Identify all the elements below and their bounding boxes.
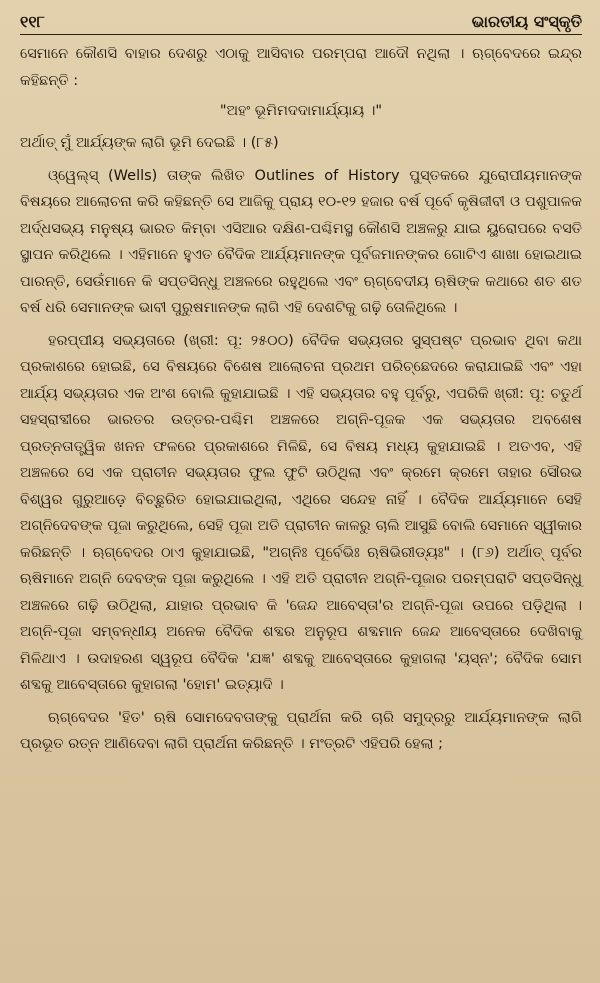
running-title: ଭାରତୀୟ ସଂସ୍କୃତି — [471, 12, 582, 31]
sanskrit-quote: "ଅହଂ ଭୂମିମଦଦାମାର୍ଯ୍ୟାୟ ।" — [219, 103, 383, 119]
header-rule — [20, 34, 582, 35]
paragraph-3: ଓ୍ୱେଲ୍‌ସ୍ (Wells) ତାଙ୍କ ଲିଖିତ Outlines of History ପୁସ୍ତକରେ ଯୁରୋପୀୟମାନଙ୍କ ବିଷୟରେ ଆଲୋଚନା କରି କହିଛନ୍ତି ସେ ଆଜିକୁ ପ୍ରାୟ ୧୦-୧୨ ହଜାର ବର୍ଷ ପୂର୍ବେ କୃଷିଜୀବୀ ଓ ପଶୁପାଳକ ଅର୍ଦ୍ଧସଭ୍ୟ ମନୁଷ୍ୟ ଭାରତ କିମ୍ବା ଏସିଆର ଦକ୍ଷିଣ-ପଶ୍ଚିମସ୍ଥ କୌଣସି ଅଞ୍ଚଳରୁ ଯାଇ ୟୁରୋପରେ ବସତି ସ୍ଥାପନ କରିଥିଲେ । ଏହିମାନେ ହୁଏତ ବୈଦିକ ଆର୍ଯ୍ୟମାନଙ୍କ ପୂର୍ବଜମାନଙ୍କର ଗୋଟିଏ ଶାଖା ହୋଇଥାଇ ପାରନ୍ତି, ସେଉଁମାନେ କି ସପ୍ତସିନ୍ଧୁ ଅଞ୍ଚଳରେ ରହୁଥିଲେ ଏବଂ ଋଗ୍‌ବେଦୀୟ ଋଷିଙ୍କ କଥାରେ ଶତ ଶତ ବର୍ଷ ଧରି ସେମାନଙ୍କ ଭାବୀ ପୁରୁଷମାନଙ୍କ ଲାଗି ଏହି ଦେଶଟିକୁ ଗଢ଼ି ତୋଳିଥିଲେ । — [20, 167, 582, 316]
paragraph-1: ସେମାନେ କୌଣସି ବାହାର ଦେଶରୁ ଏଠାକୁ ଆସିବାର ପରମ୍ପରା ଆଦୌ ନଥିଲା । ଋଗ୍‌ବେଦରେ ଇନ୍ଦ୍ର କହିଛନ୍ତି : — [20, 46, 582, 89]
paragraph-4: ହରପ୍ପୀୟ ସଭ୍ୟତାରେ (ଖ୍ରୀ: ପୂ: ୨୫୦୦) ବୈଦିକ ସଭ୍ୟତାର ସୁସ୍ପଷ୍ଟ ପ୍ରଭାବ ଥିବା କଥା ପ୍ରକାଶରେ ହୋଇଛି, ସେ ବିଷୟରେ ବିଶେଷ ଆଲୋଚନା ପ୍ରଥମ ପରିଚ୍ଛେଦରେ କରାଯାଇଛି ଏବଂ ଏହା ଆର୍ଯ୍ୟ ସଭ୍ୟତାର ଏକ ଅଂଶ ବୋଲି କୁହାଯାଇଛି । ଏହି ସଭ୍ୟତାର ବହୁ ପୂର୍ବରୁ, ଏପରିକି ଖ୍ରୀ: ପୂ: ଚତୁର୍ଥ ସହସ୍ରାବ୍ଦୀରେ ଭାରତର ଉତ୍ତର-ପଶ୍ଚିମ ଅଞ୍ଚଳରେ ଅଗ୍ନି-ପୂଜକ ଏକ ସଭ୍ୟତାର ଅବଶେଷ ପ୍ରତ୍ନତାତ୍ତ୍ୱିକ ଖନନ ଫଳରେ ପ୍ରକାଶରେ ମିଳିଛି, ସେ ବିଷୟ ମଧ୍ୟ କୁହାଯାଇଛି । ଅତଏବ, ଏହି ଅଞ୍ଚଳରେ ସେ ଏକ ପ୍ରାଚୀନ ସଭ୍ୟତାର ଫୁଲ ଫୁଟି ଉଠିଥିଲା ଏବଂ କ୍ରମେ କ୍ରମେ ତାହାର ସୌରଭ ବିଶ୍ୱର ଗୁରୁଆଡ଼େ ବିଚ୍ଛୁରିତ ହୋଇଯାଇଥିଲା, ଏଥିରେ ସନ୍ଦେହ ନାହିଁ । ବୈଦିକ ଆର୍ଯ୍ୟମାନେ ସେହି ଅଗ୍ନିଦେବଙ୍କ ପୂଜା କରୁଥିଲେ, ସେହି ପୂଜା ଅତି ପ୍ରାଚୀନ କାଳରୁ ଚାଲି ଆସୁଛି ବୋଲି ସେମାନେ ସ୍ୱୀକାର କରିଛନ୍ତି । ଋଗ୍‌ବେଦର ଠାଏ କୁହାଯାଇଛି, "ଅଗ୍ନିଃ ପୂର୍ବେଭିଃ ଋଷିଭିରୀଡ୍ୟଃ" । (୮୬) ଅର୍ଥାତ୍ ପୂର୍ବର ଋଷିମାନେ ଅଗ୍ନି ଦେବଙ୍କ ପୂଜା କରୁଥିଲେ । ଏହି ଅତି ପ୍ରାଚୀନ ଅଗ୍ନି-ପୂଜାର ପରମ୍ପରାଟି ସପ୍ତସିନ୍ଧୁ ଅଞ୍ଚଳରେ ଗଢ଼ି ଉଠିଥିଲା, ଯାହାର ପ୍ରଭାବ କି 'ଜେନ୍ଦ ଆବେସ୍ତା'ର ଅଗ୍ନି-ପୂଜା ଉପରେ ପଡ଼ିଥିଲା । ଅଗ୍ନି-ପୂଜା ସମ୍ବନ୍ଧୀୟ ଅନେକ ବୈଦିକ ଶବ୍ଦର ଅନୁରୂପ ଶବ୍ଦମାନ ଜେନ୍ଦ ଆବେସ୍ତାରେ ଦେଖିବାକୁ ମିଳିଥାଏ । ଉଦାହରଣ ସ୍ୱରୂପ ବୈଦିକ 'ଯଜ୍ଞ' ଶବ୍ଦକୁ ଆବେସ୍ତାରେ କୁହାଗଲା 'ୟସ୍ନ'; ବୈଦିକ ସୋମ ଶବ୍ଦକୁ ଆବେସ୍ତାରେ କୁହାଗଲା 'ହୋମ' ଇତ୍ୟାଦି । — [20, 332, 582, 693]
paragraph-2: ଅର୍ଥାତ୍ ମୁଁ ଆର୍ଯ୍ୟଙ୍କ ଲାଗି ଭୂମି ଦେଇଛି । (୮୫) — [20, 135, 279, 151]
page-header — [20, 6, 582, 32]
paragraph-5: ଋଗ୍‌ବେଦର 'ହିତ' ଋଷି ସୋମଦେବତାଙ୍କୁ ପ୍ରାର୍ଥନା କରି ଚାରି ସମୁଦ୍ରରୁ ଆର୍ଯ୍ୟମାନଙ୍କ ଲାଗି ପ୍ରଭୂତ ରତ୍ନ ଆଣିଦେବା ଲାଗି ପ୍ରାର୍ଥନା କରିଛନ୍ତି । ମଂତ୍ରଟି ଏହିପରି ହେଲା ; — [20, 709, 582, 752]
page-number: ୧୧୮ — [20, 12, 46, 31]
